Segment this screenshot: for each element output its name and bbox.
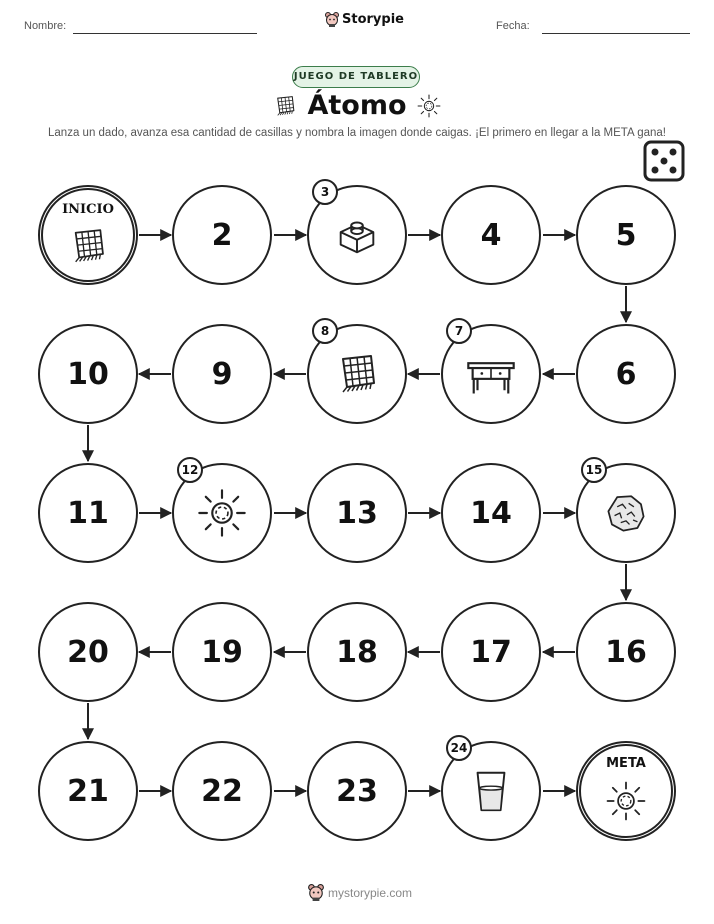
board-cell-16: [576, 602, 676, 702]
desk-icon: [464, 347, 518, 401]
board-cell-23: [307, 741, 407, 841]
board-cell-9: [172, 324, 272, 424]
game-type-badge: JUEGO DE TABLERO: [292, 66, 420, 88]
sun-icon: [195, 486, 249, 540]
cell-number: 6: [615, 356, 637, 392]
storypie-logo-icon: [308, 884, 324, 901]
board-cell-6: [576, 324, 676, 424]
cell-number-tag: 7: [446, 318, 472, 344]
cell-number: 2: [211, 217, 233, 253]
glass-icon: [467, 767, 515, 815]
name-label: Nombre:: [24, 20, 67, 32]
brand-name: Storypie: [342, 12, 404, 27]
board-cell-21: [38, 741, 138, 841]
board-cell-11: [38, 463, 138, 563]
board-cell-20: [38, 602, 138, 702]
cell-number-tag: 8: [312, 318, 338, 344]
cell-number: 5: [615, 217, 637, 253]
board-cell-18: [307, 602, 407, 702]
cell-number-tag: 12: [177, 457, 203, 483]
board-cell-13: [307, 463, 407, 563]
board-cell-10: [38, 324, 138, 424]
cell-number: 20: [67, 634, 109, 670]
cell-number: 14: [470, 495, 512, 531]
instructions: Lanza un dado, avanza esa cantidad de casillas y nombra la imagen donde caigas. ¡El primero en llegar a la META gana!: [48, 127, 666, 139]
board-cell-14: [441, 463, 541, 563]
cell-number: 23: [336, 773, 378, 809]
cell-number: 16: [605, 634, 647, 670]
cell-number: 4: [480, 217, 502, 253]
cell-number: 13: [336, 495, 378, 531]
cell-number: 19: [201, 634, 243, 670]
board-cell-8: [307, 324, 407, 424]
sun-icon: [604, 779, 648, 823]
cell-number: 10: [67, 356, 109, 392]
start-cell: [38, 185, 138, 285]
goal-label: META: [606, 756, 646, 771]
cell-number: 21: [67, 773, 109, 809]
cell-number-tag: 3: [312, 179, 338, 205]
board-cell-12: [172, 463, 272, 563]
rock-icon: [604, 491, 648, 535]
cell-number: 18: [336, 634, 378, 670]
cell-number-tag: 15: [581, 457, 607, 483]
cell-number: 22: [201, 773, 243, 809]
footer-url[interactable]: mystorypie.com: [328, 885, 413, 900]
goal-cell: [576, 741, 676, 841]
board-cell-15: [576, 463, 676, 563]
blanket-icon: [332, 349, 382, 399]
cell-number: 11: [67, 495, 109, 531]
page-title: Átomo: [307, 90, 407, 121]
board-cell-2: [172, 185, 272, 285]
blanket-icon: [66, 224, 110, 268]
start-label: INICIO: [62, 202, 114, 217]
cell-number: 9: [211, 356, 233, 392]
date-label: Fecha:: [496, 20, 530, 32]
board-cell-19: [172, 602, 272, 702]
board-cell-7: [441, 324, 541, 424]
board-cell-22: [172, 741, 272, 841]
board-cell-17: [441, 602, 541, 702]
footer: [308, 884, 412, 901]
board-cell-24: [441, 741, 541, 841]
board-cell-3: [307, 185, 407, 285]
cell-number: 17: [470, 634, 512, 670]
cell-number-tag: 24: [446, 735, 472, 761]
board-cell-4: [441, 185, 541, 285]
button-icon: [333, 211, 381, 259]
board-cell-5: [576, 185, 676, 285]
